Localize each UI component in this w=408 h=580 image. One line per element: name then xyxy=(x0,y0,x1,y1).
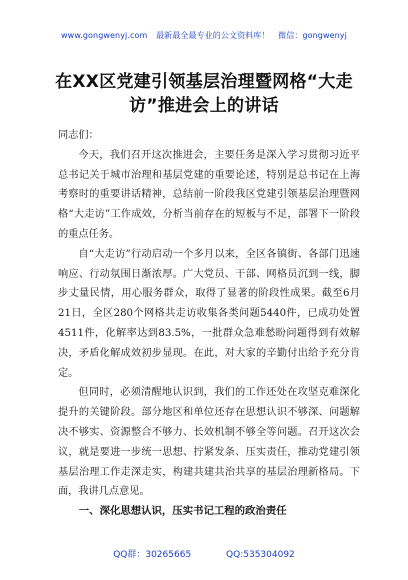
header-site-link[interactable]: www.gongwenyj.com xyxy=(61,31,148,40)
footer-qq-group: QQ群：30265665 xyxy=(113,550,192,560)
header-slogan: 最新最全最专业的公文资料库！ xyxy=(156,31,270,40)
document-body xyxy=(58,126,360,522)
body-paragraph-1: 今天，我们召开这次推进会，主要任务是深入学习贯彻习近平总书记关于城市治理和基层党建的重要论述，特别是总书记在上海考察时的重要讲话精神，总结前一阶段我区党建引领基层治理暨网格“大走访”工作成效，分析当前存在的短板与不足，部署下一阶段的重点任务。 xyxy=(58,149,360,240)
footer-qq: QQ:535304092 xyxy=(226,550,295,560)
document-title-line-2: 访”推进会上的讲话 xyxy=(129,96,279,116)
salutation: 同志们： xyxy=(58,130,99,141)
header-wechat: 微信：gongwenyj xyxy=(278,31,347,40)
body-paragraph-3: 但同时，必须清醒地认识到，我们的工作还处在攻坚克难深化提升的关键阶段。部分地区和单位还存在思想认识不够深、问题解决不够实、资源整合不够力、长效机制不够全等问题。召开这次会议，就是要进一步统一思想、拧紧发条、压实责任，推动党建引领基层治理工作走深走实，构建共建共治共享的基层治理新格局。下面，我讲几点意见。 xyxy=(58,387,360,498)
section-heading: 一、深化思想认识，压实书记工程的政治责任 xyxy=(78,505,287,518)
body-paragraph-2: 自“大走访”行动启动一个多月以来，全区各镇街、各部门迅速响应、行动氛围日渐浓厚。广大党员、干部、网格员沉到一线，脚步丈量民情，用心服务群众，取得了显著的阶段性成果。截至6月21日，全区280个网格共走访收集各类问题5440件，已成功处置4511件，化解率达到83.5%，一批群众急难愁盼问题得到有效解决，矛盾化解成效初步显现。在此，对大家的辛勤付出给予充分肯定。 xyxy=(58,248,360,379)
document-title xyxy=(40,70,368,118)
site-footer xyxy=(0,547,408,560)
site-header xyxy=(0,30,408,41)
document-title-line-1: 在XX区党建引领基层治理暨网格“大走 xyxy=(55,72,353,92)
